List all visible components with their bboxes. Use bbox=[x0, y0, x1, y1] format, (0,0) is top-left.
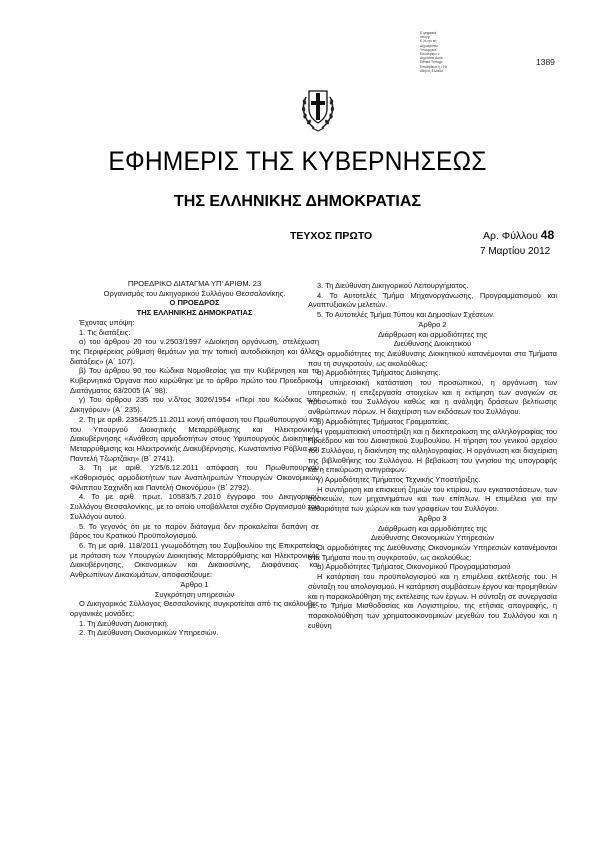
paragraph: Άρθρο 3 bbox=[418, 513, 447, 523]
stamp-line: Αθήνα, Ελλάδα bbox=[420, 68, 443, 73]
stamp-line: Υπουργείο bbox=[420, 47, 437, 52]
paragraph: ΠΡΟΕΔΡΙΚΟ ΔΙΑΤΑΓΜΑ ΥΠ’ ΑΡΙΘΜ. 23 bbox=[127, 279, 262, 288]
paragraph: Οι αρμοδιότητες της Διεύθυνσης Διοικητικού κατανέμονται στα Τμήματα που τη συγκροτούν, ως ακολούθως: bbox=[308, 348, 557, 368]
paragraph: Διεύθυνσης Διοικητικού bbox=[393, 339, 472, 349]
paragraph: α) Αρμοδιότητες Τμήματος Οικονομικού Προγραμματισμού bbox=[317, 562, 511, 572]
right-column bbox=[308, 281, 557, 630]
gazette-title: ΕΦΗΜΕΡΙΣ ΤΗΣ ΚΥΒΕΡΝΗΣΕΩΣ bbox=[108, 146, 487, 176]
paragraph: 4. Το Αυτοτελές Τμήμα Μηχανοργάνωσης, Προγραμματισμού και Αναπτυξιακών μελετών. bbox=[308, 290, 557, 310]
stamp-line: Εθνικό Τυπογρ. bbox=[420, 60, 444, 65]
paragraph: γ) Αρμοδιότητες Τμήματος Τεχνικής Υποστήριξης. bbox=[317, 475, 481, 485]
paragraph: Διάρθρωση και αρμοδιότητες της bbox=[377, 523, 488, 533]
stamp-line: Ε ψηφιακά bbox=[420, 31, 437, 35]
paragraph: β) Του άρθρου 90 του Κώδικα Νομοθεσίας για την Κυβέρνηση και τα Κυβερνητικά Όργανα που κυρώθηκε με το άρθρο πρώτο του Προεδρικού Διατάγματος 63/2005 (Α΄ 98). bbox=[70, 366, 319, 395]
paragraph: β) Αρμοδιότητες Τμήματος Γραμματείας. bbox=[317, 416, 450, 426]
stamp-line: Ε λλ ηνι κή bbox=[420, 39, 437, 44]
paragraph: 1. Τη Διεύθυνση Διοικητική. bbox=[79, 618, 169, 628]
paragraph: 2. Τη με αριθ. 23564/25.11.2011 κοινή απόφαση του Πρωθυπουργού και του Υπουργού Διοικητικής Μεταρρύθμισης και Ηλεκτρονικής Διακυβέρνησης «Ανάθεση αρμοδιοτήτων στους Υφυπουργούς Διοικητικής Μεταρρύθμισης και Ηλεκτρονικής Διακυβέρνησης, Κωνσταντίνο Ρόβλια και Παντελή Τζωρτζάκη» (Β΄ 2741). bbox=[70, 414, 319, 463]
paragraph: Η γραμματειακή υποστήριξη και η διεκπεραίωση της αλληλογραφίας του Προέδρου και του Διοικητικού Συμβουλίου. Η τήρηση του γενικού αρχείου του Συλλόγου, η διακίνηση της αλληλογραφίας. Η οργάνωση και διαχείριση της βιβλιοθήκης του Συλλόγου. Η βεβαίωση του γνησίου της υπογραφής και η επικύρωση αντιγράφων. bbox=[308, 426, 557, 475]
paragraph: 5. Το Αυτοτελές Τμήμα Τύπου και Δημοσίων Σχέσεων. bbox=[317, 310, 495, 320]
stamp-line: Δημοκρατία bbox=[420, 43, 438, 48]
paragraph: Ο Δικηγορικός Σύλλογος Θεσσαλονίκης συγκροτείται από τις ακόλουθες οργανικές μονάδες: bbox=[70, 599, 319, 618]
stamp-line: Επαλήθευσ η / Ηλ bbox=[420, 64, 448, 69]
issue-date: 7 Μαρτίου 2012 bbox=[480, 246, 551, 257]
paragraph: ΤΗΣ ΕΛΛΗΝΙΚΗΣ ΔΗΜΟΚΡΑΤΙΑΣ bbox=[136, 308, 253, 318]
paragraph: Έχοντας υπόψη: bbox=[79, 317, 135, 327]
paragraph: Οι αρμοδιότητες της Διεύθυνσης Οικονομικών Υπηρεσιών κατανέμονται στα Τμήματα που τη συγκροτούν, ως ακολούθως: bbox=[308, 542, 557, 562]
paragraph: Η συντήρηση και επισκευή ζημιών του κτιρίου, των εγκαταστάσεων, των συσκευών, των μηχανημάτων και των επίπλων. Η επιμέλεια για την καθαριότητα των χώρων και των γραφείων του Συλλόγου. bbox=[308, 484, 557, 514]
paragraph: 2. Τη Διεύθυνση Οικονομικών Υπηρεσιών. bbox=[79, 628, 219, 638]
greek-coat-of-arms-icon bbox=[301, 85, 335, 132]
paragraph: Ο ΠΡΟΕΔΡΟΣ bbox=[169, 298, 220, 308]
paragraph: Διεύθυνσης Οικονομικών Υπηρεσιών bbox=[371, 533, 494, 543]
digital-signature-stamp bbox=[420, 31, 482, 73]
paragraph: 5. Το γεγονός ότι με το παρόν διάταγμα δεν προκαλείται δαπάνη σε βάρος του Κρατικού Προϋπολογισμού. bbox=[70, 521, 319, 541]
sheet-number-label: Αρ. Φύλλου bbox=[483, 230, 541, 242]
paragraph: Η υπηρεσιακή κατάσταση του προσωπικού, η οργάνωση των υπηρεσιών, η επεξεργασία στοιχείων και η εκτίμηση των αναγκών σε προσωπικό του Συλλόγου καθώς και η ανάληψη δράσεων βελτίωσης ανθρώπινων πόρων. Η διαχείριση των εκδόσεων του Συλλόγου. bbox=[308, 378, 557, 417]
paragraph: 6. Τη με αριθ. 118/2011 γνωμοδότηση του Συμβουλίου της Επικρατείας με πρόταση των Υπουργών Διοικητικής Μεταρρύθμισης και Ηλεκτρονικής Διακυβέρνησης, Οικονομικών και Δικαιοσύνης, Διαφάνειας και Ανθρωπίνων Δικαιωμάτων, αποφασίζουμε: bbox=[70, 540, 319, 580]
paragraph: 3. Τη με αριθ. Υ25/6.12.2011 απόφαση του Πρωθυπουργού «Καθορισμός αρμοδιοτήτων των Αναπληρωτών Υπουργών Οικονομικών Φίλιππου Σαχινίδη και Παντελή Οικονόμου» (Β΄ 2792). bbox=[70, 463, 319, 492]
left-column bbox=[70, 279, 319, 638]
paragraph: α) Αρμοδιότητες Τμήματος Διοίκησης. bbox=[317, 368, 441, 378]
paragraph: Διάρθρωση και αρμοδιότητες της bbox=[377, 329, 488, 339]
issue-series: ΤΕΥΧΟΣ ΠΡΩΤΟ bbox=[290, 230, 373, 242]
paragraph: Οργανισμός του Δικηγορικού Συλλόγου Θεσσαλονίκης. bbox=[103, 288, 286, 298]
paragraph: γ) Του άρθρου 235 του ν.δ/τος 3026/1954 «Περί του Κώδικος των Δικηγόρων» (Α΄ 235). bbox=[70, 395, 319, 415]
paragraph: Άρθρο 1 bbox=[180, 579, 209, 589]
stamp-line: Εσωτερικώ ν bbox=[420, 52, 440, 57]
page-number: 1389 bbox=[536, 57, 555, 67]
stamp-line: υπογρ bbox=[420, 35, 430, 40]
paragraph: 1. Τις διατάξεις: bbox=[79, 327, 131, 337]
gazette-subtitle: ΤΗΣ ΕΛΛΗΝΙΚΗΣ ΔΗΜΟΚΡΑΤΙΑΣ bbox=[174, 193, 421, 210]
paragraph: Συγκρότηση υπηρεσιών bbox=[154, 589, 235, 599]
sheet-number-value: 48 bbox=[540, 228, 555, 242]
stamp-line: Δημόσιας Διοίκ bbox=[420, 56, 443, 61]
paragraph: Άρθρο 2 bbox=[418, 319, 447, 329]
paragraph: α) του άρθρου 20 του ν.2503/1997 «Διοίκηση οργάνωση, στελέχωση της Περιφέρειας ρύθμιση θεμάτων για την τοπική αυτοδιοίκηση και άλλες διατάξεις» (Α΄ 107). bbox=[70, 337, 319, 366]
sheet-number bbox=[483, 228, 554, 242]
paragraph: 4. Το με αριθ. πρωτ. 10583/5.7.2010 έγγραφο του Δικηγορικού Συλλόγου Θεσσαλονίκης, με το οποίο υποβάλλεται σχέδιο Οργανισμού του Συλλόγου αυτού. bbox=[70, 492, 319, 521]
paragraph: 3. Τη Διεύθυνση Δικηγορικού Λειτουργήματος. bbox=[317, 281, 469, 290]
paragraph: Η κατάρτιση του προϋπολογισμού και η επιμέλεια εκτέλεσής του. Η σύνταξη του απολογισμού. Η κατάρτιση συμβάσεων έργου και προμηθειών και η παρακολούθηση της εκτέλεσης των έργων. Η σύνταξη σε συνεργασία με το Τμήμα Μισθοδοσίας και Λογιστηρίου, της ετήσιας απογραφής, η παρακολούθηση των χρηματοοικονομικών μεγεθών του Συλλόγου και η ευθύνη bbox=[308, 572, 557, 630]
